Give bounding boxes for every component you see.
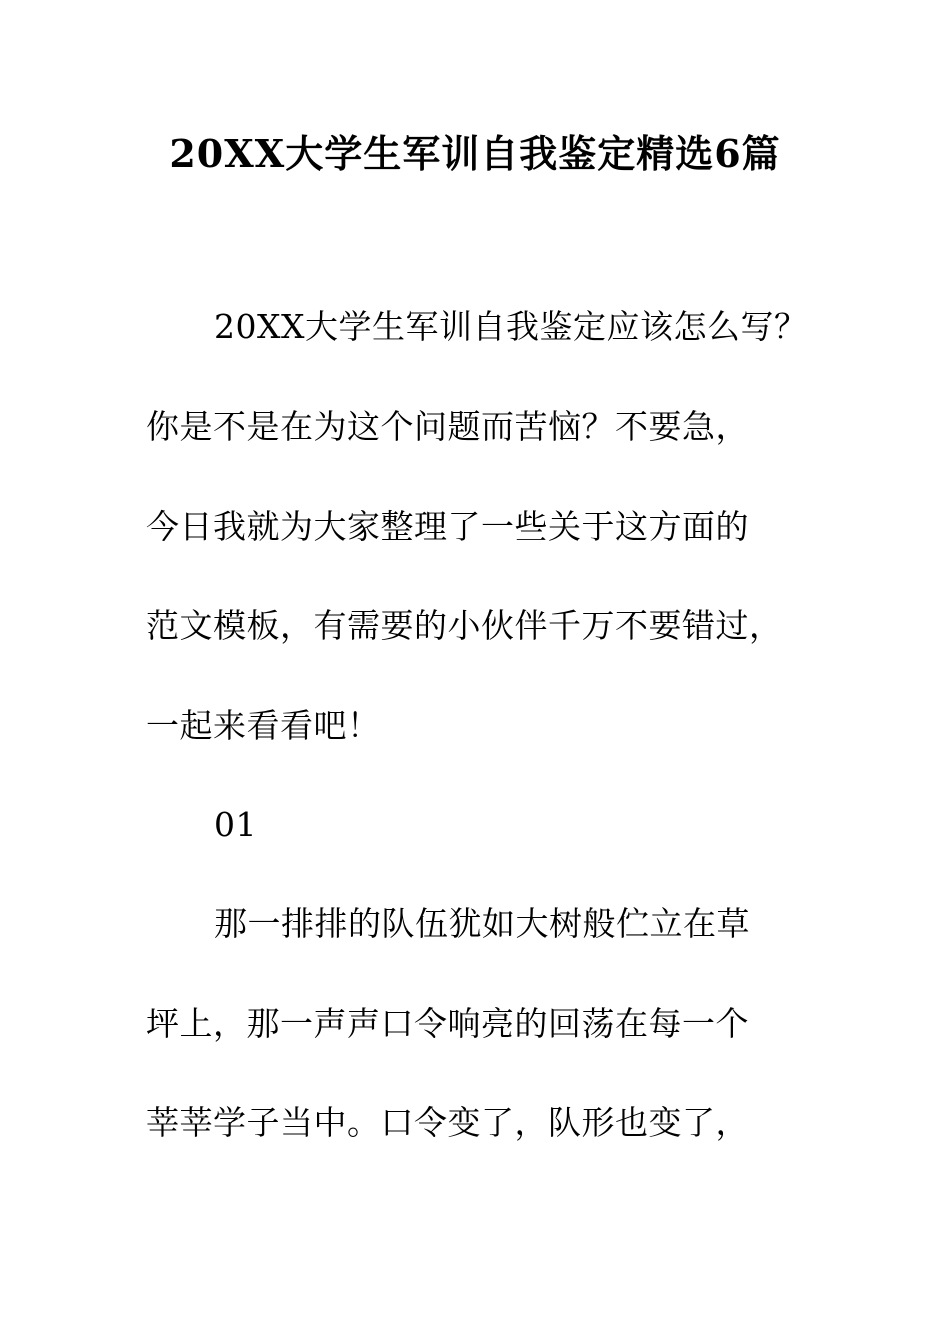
intro-line-1: 20XX大学生军训自我鉴定应该怎么写？ — [214, 307, 808, 346]
intro-line-5: 一起来看看吧！ — [146, 706, 381, 745]
body-line-3: 莘莘学子当中。口令变了，队形也变了， — [146, 1103, 749, 1142]
body-line-2: 坪上，那一声声口令响亮的回荡在每一个 — [146, 1004, 749, 1043]
section-number: 01 — [214, 805, 257, 844]
intro-line-4: 范文模板，有需要的小伙伴千万不要错过， — [146, 606, 783, 645]
intro-line-2: 你是不是在为这个问题而苦恼？不要急， — [146, 407, 749, 446]
body-line-1: 那一排排的队伍犹如大树般伫立在草 — [214, 904, 750, 943]
document-title: 20XX大学生军训自我鉴定精选6篇 — [169, 131, 781, 176]
intro-line-3: 今日我就为大家整理了一些关于这方面的 — [146, 507, 749, 546]
